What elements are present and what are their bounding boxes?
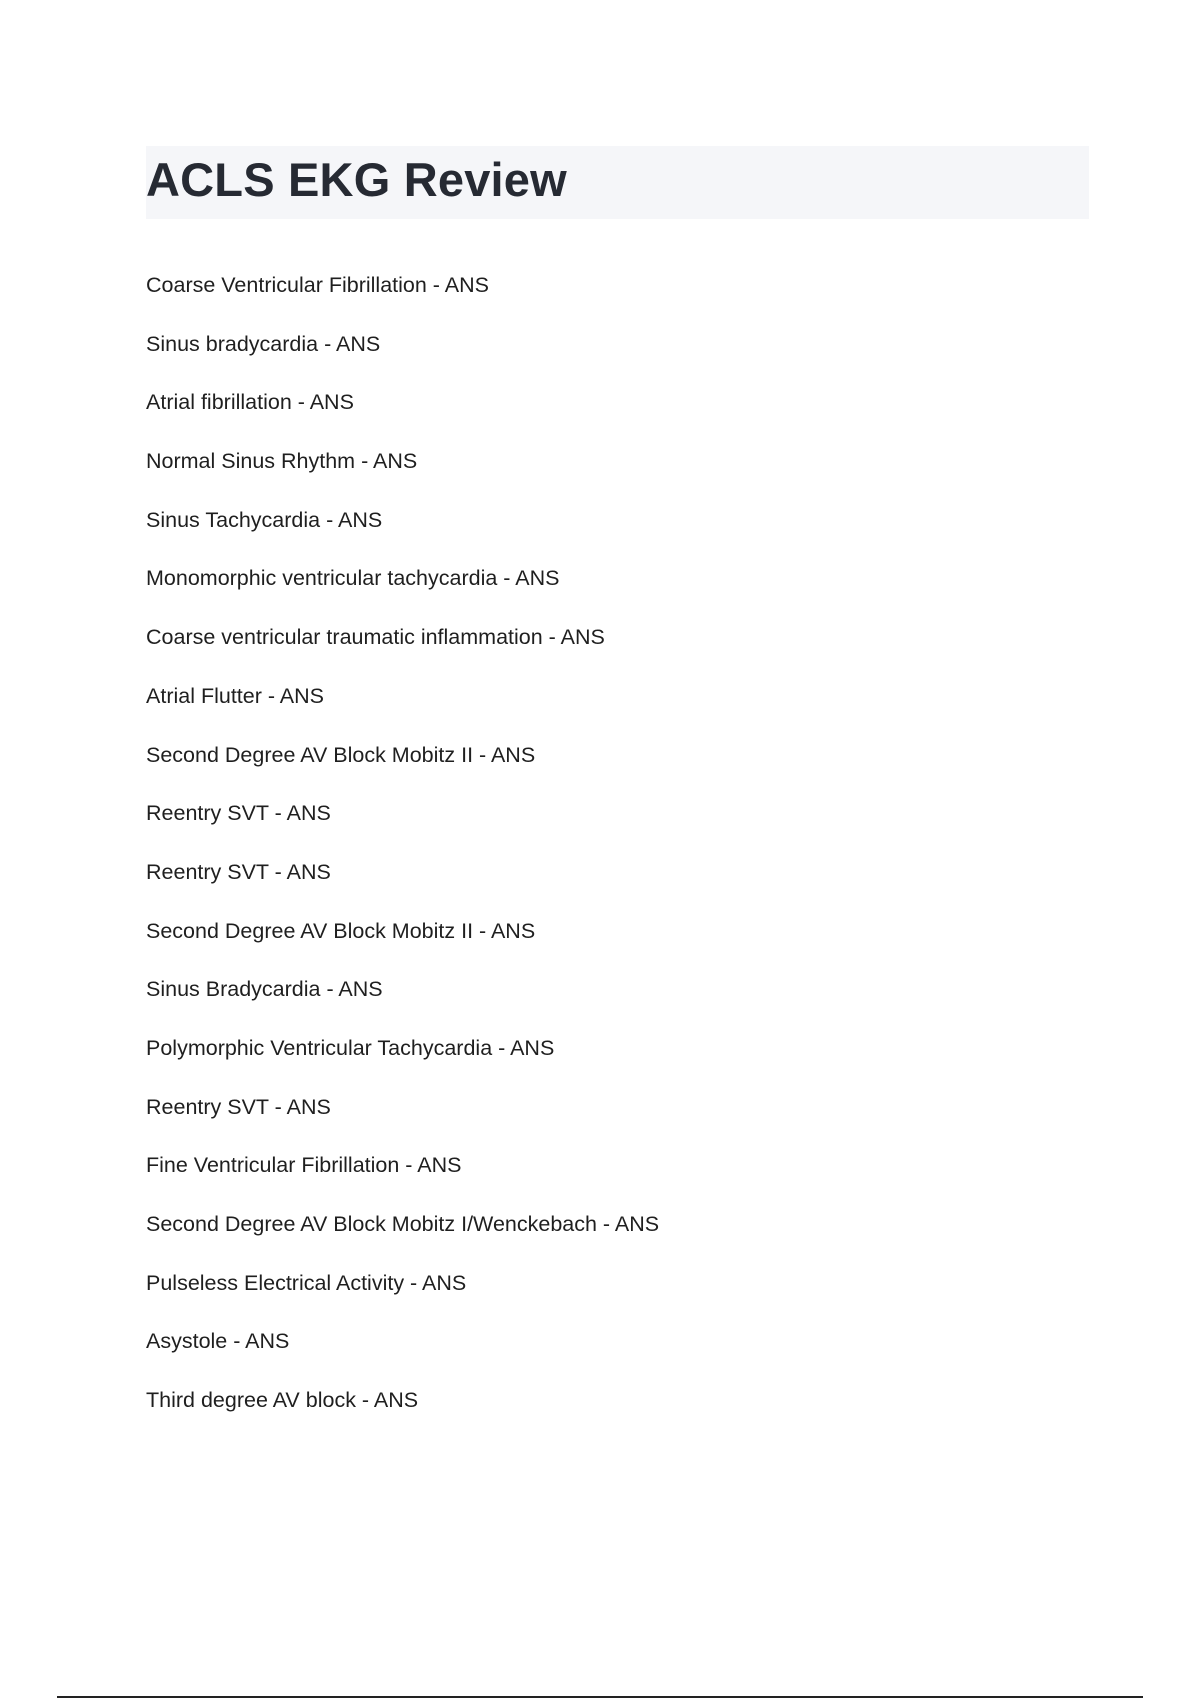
list-item: Reentry SVT - ANS: [146, 859, 331, 884]
list-item: Second Degree AV Block Mobitz II - ANS: [146, 742, 536, 767]
list-item: Asystole - ANS: [146, 1329, 290, 1354]
list-item: Sinus Bradycardia - ANS: [146, 977, 383, 1002]
page-title: ACLS EKG Review: [146, 153, 567, 206]
list-item: Sinus bradycardia - ANS: [146, 331, 381, 356]
list-item: Pulseless Electrical Activity - ANS: [146, 1270, 467, 1295]
title-band: [146, 146, 1089, 219]
list-item: Monomorphic ventricular tachycardia - ANS: [146, 566, 560, 591]
list-item: Coarse Ventricular Fibrillation - ANS: [146, 273, 489, 297]
list-item: Fine Ventricular Fibrillation - ANS: [146, 1153, 462, 1178]
list-item: Normal Sinus Rhythm - ANS: [146, 449, 418, 474]
list-item: Third degree AV block - ANS: [146, 1388, 419, 1413]
list-item: Atrial Flutter - ANS: [146, 683, 325, 708]
list-item: Sinus Tachycardia - ANS: [146, 507, 383, 532]
answer-list: [146, 268, 659, 1442]
list-item: Reentry SVT - ANS: [146, 1094, 331, 1119]
list-item: Second Degree AV Block Mobitz II - ANS: [146, 918, 536, 943]
list-item: Polymorphic Ventricular Tachycardia - ANS: [146, 1035, 555, 1060]
list-item: Atrial fibrillation - ANS: [146, 390, 354, 415]
list-item: Reentry SVT - ANS: [146, 801, 331, 826]
list-item: Coarse ventricular traumatic inflammation - ANS: [146, 625, 605, 650]
footer-divider: [57, 1696, 1143, 1698]
list-item: Second Degree AV Block Mobitz I/Wenckebach - ANS: [146, 1212, 660, 1236]
